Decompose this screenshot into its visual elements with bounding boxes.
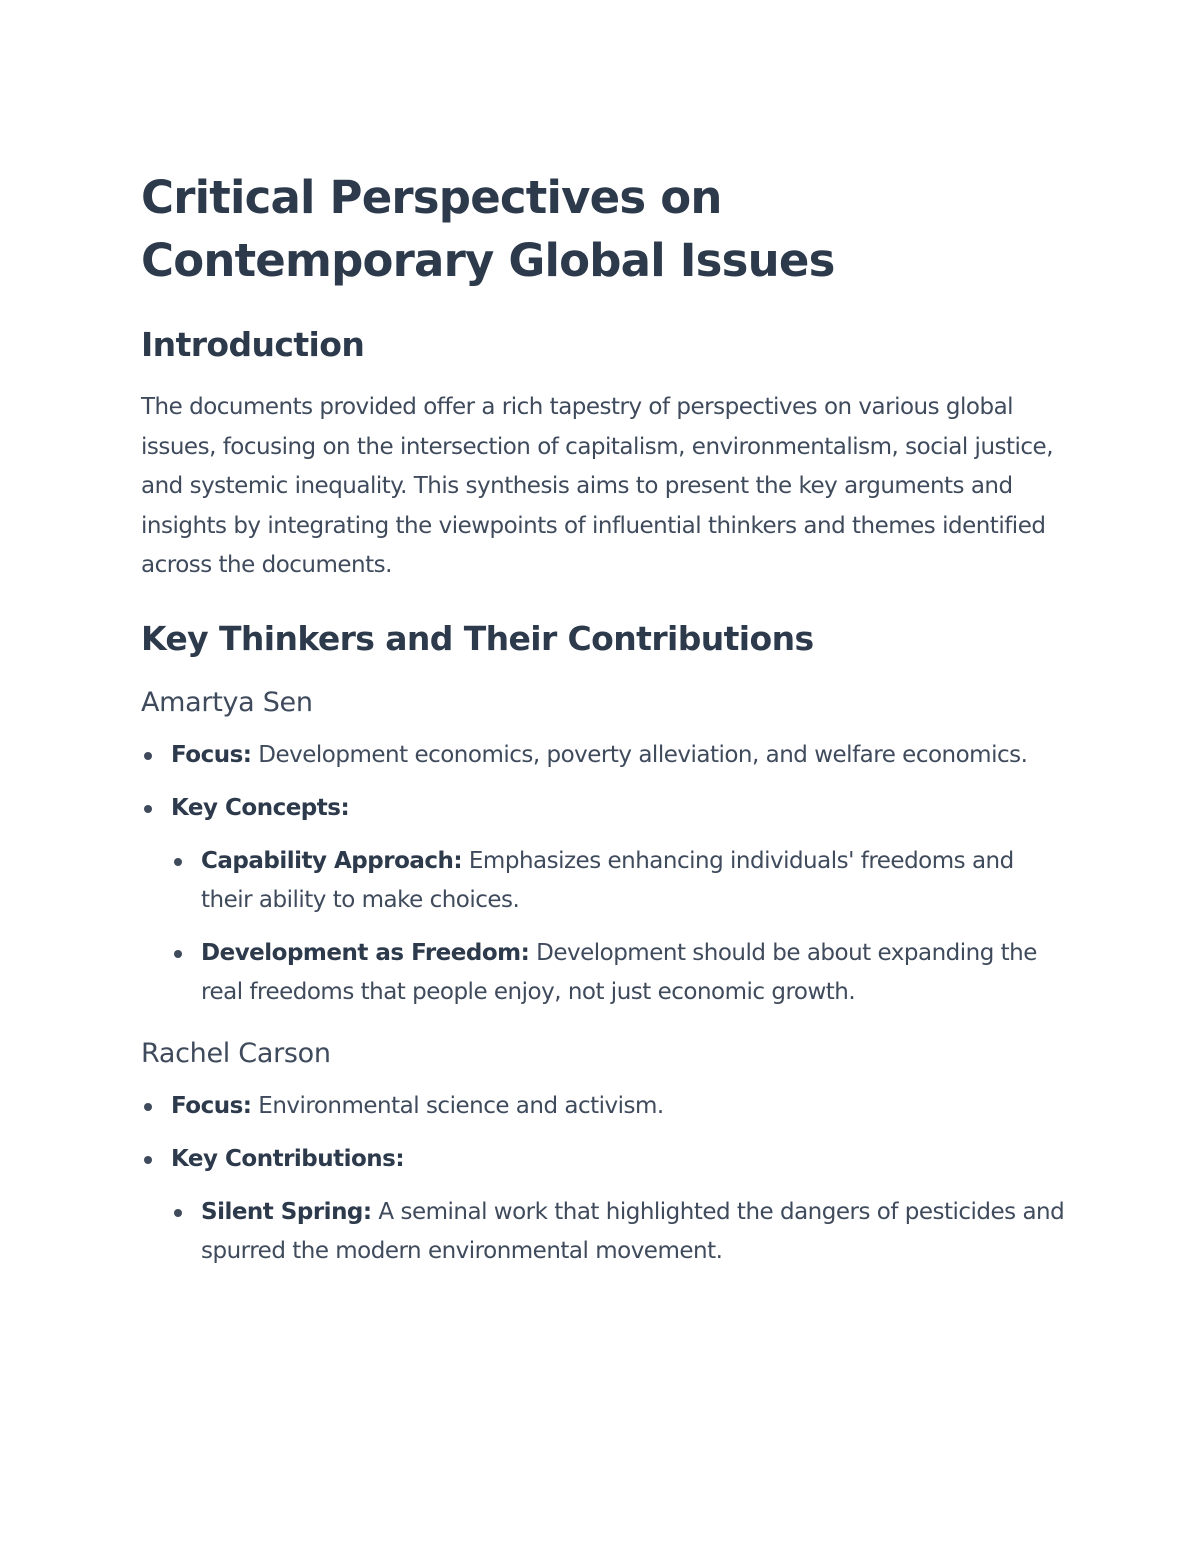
concept-label: Capability Approach: bbox=[201, 847, 463, 874]
carson-list bbox=[141, 1087, 1071, 1272]
list-item bbox=[141, 1087, 1071, 1127]
document-page bbox=[141, 166, 1071, 1272]
focus-label: Focus: bbox=[171, 1092, 252, 1119]
focus-text: Development economics, poverty alleviation, and welfare economics. bbox=[251, 741, 1028, 768]
concept-text: Development should be about expanding the real freedoms that people enjoy, not just economic growth. bbox=[201, 939, 1037, 1005]
list-item bbox=[141, 736, 1071, 776]
intro-heading: Introduction bbox=[141, 325, 365, 364]
key-contributions-sublist bbox=[171, 1193, 1071, 1272]
sublist-item bbox=[171, 934, 1071, 1013]
sublist-item bbox=[171, 1193, 1071, 1272]
list-item bbox=[141, 1140, 1071, 1272]
contribution-text: A seminal work that highlighted the dangers of pesticides and spurred the modern environmental movement. bbox=[201, 1198, 1065, 1264]
concept-label: Development as Freedom: bbox=[201, 939, 530, 966]
focus-text: Environmental science and activism. bbox=[251, 1092, 664, 1119]
key-contributions-label: Key Contributions: bbox=[171, 1146, 405, 1172]
focus-label: Focus: bbox=[171, 741, 252, 768]
intro-paragraph: The documents provided offer a rich tapestry of perspectives on various global issues, focusing on the intersection of capitalism, environmentalism, social justice, and systemic inequality. This synthesis aims to present the key arguments and insights by integrating the viewpoints of influential thinkers and themes identified across the documents. bbox=[141, 394, 1054, 578]
key-concepts-sublist bbox=[171, 842, 1071, 1013]
document-title: Critical Perspectives on Contemporary Global Issues bbox=[141, 171, 835, 287]
concept-text: Emphasizes enhancing individuals' freedoms and their ability to make choices. bbox=[201, 847, 1014, 913]
key-concepts-label: Key Concepts: bbox=[171, 795, 350, 821]
sen-list bbox=[141, 736, 1071, 1013]
contribution-label: Silent Spring: bbox=[201, 1198, 372, 1225]
list-item bbox=[141, 789, 1071, 1013]
thinker-name-carson: Rachel Carson bbox=[141, 1037, 331, 1069]
sublist-item bbox=[171, 842, 1071, 921]
thinker-name-sen: Amartya Sen bbox=[141, 686, 313, 718]
thinkers-heading: Key Thinkers and Their Contributions bbox=[141, 618, 814, 658]
